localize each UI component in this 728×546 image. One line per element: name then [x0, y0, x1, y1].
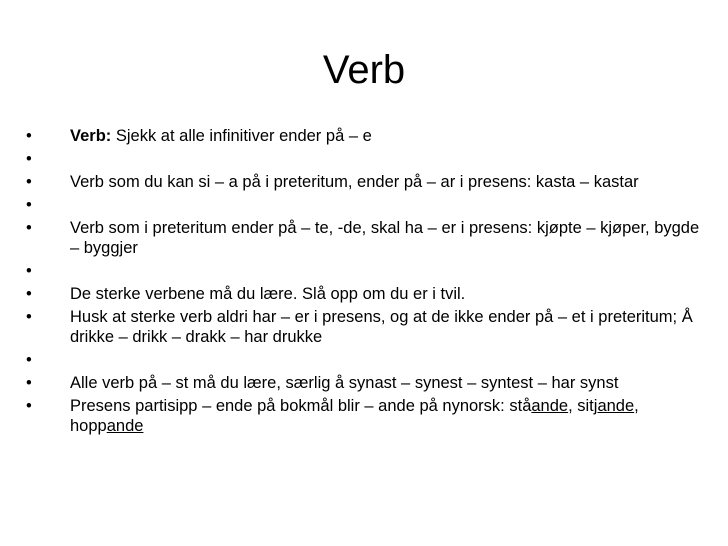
list-item — [26, 396, 706, 436]
item-bold-label: Verb: — [70, 127, 112, 145]
bullet-icon: • — [26, 351, 32, 369]
item-text: De sterke verbene må du lære. Slå opp om du er i tvil. — [70, 285, 466, 303]
list-item — [26, 172, 706, 192]
list-item — [26, 149, 706, 169]
example-word-part: hopp — [70, 417, 107, 435]
bullet-icon: • — [26, 374, 32, 392]
bullet-list — [26, 126, 706, 439]
bullet-icon: • — [26, 262, 32, 280]
bullet-icon: • — [26, 196, 32, 214]
item-text: Husk at sterke verb aldri har – er i presens, og at de ikke ender på – et i preteritum; Å drikke – drikk – drakk – har drukke — [70, 308, 693, 346]
bullet-icon: • — [26, 397, 32, 415]
example-word-part: stå — [509, 397, 532, 415]
list-item — [26, 373, 706, 393]
example-word-part: sitj — [577, 397, 598, 415]
item-text: Sjekk at alle infinitiver ender på – e — [111, 127, 372, 145]
bullet-icon: • — [26, 285, 32, 303]
list-item — [26, 126, 706, 146]
list-item — [26, 261, 706, 281]
item-text: Alle verb på – st må du lære, særlig å synast – synest – syntest – har synst — [70, 374, 619, 392]
underlined-suffix: ande — [106, 417, 144, 435]
bullet-icon: • — [26, 150, 32, 168]
bullet-icon: • — [26, 173, 32, 191]
list-item — [26, 307, 706, 347]
list-item — [26, 195, 706, 215]
separator: , — [634, 397, 639, 415]
separator: , — [568, 397, 578, 415]
list-item — [26, 218, 706, 258]
underlined-suffix: ande — [597, 397, 635, 415]
item-text: Verb som i preteritum ender på – te, -de, skal ha – er i presens: kjøpte – kjøper, bygde – byggjer — [70, 219, 700, 257]
item-text: Presens partisipp – ende på bokmål blir – ande på nynorsk: — [70, 397, 510, 415]
bullet-icon: • — [26, 127, 32, 145]
bullet-icon: • — [26, 219, 32, 237]
list-item — [26, 284, 706, 304]
slide-title: Verb — [322, 48, 406, 92]
list-item — [26, 350, 706, 370]
underlined-suffix: ande — [531, 397, 569, 415]
bullet-icon: • — [26, 308, 32, 326]
item-text: Verb som du kan si – a på i preteritum, ender på – ar i presens: kasta – kastar — [70, 173, 639, 191]
